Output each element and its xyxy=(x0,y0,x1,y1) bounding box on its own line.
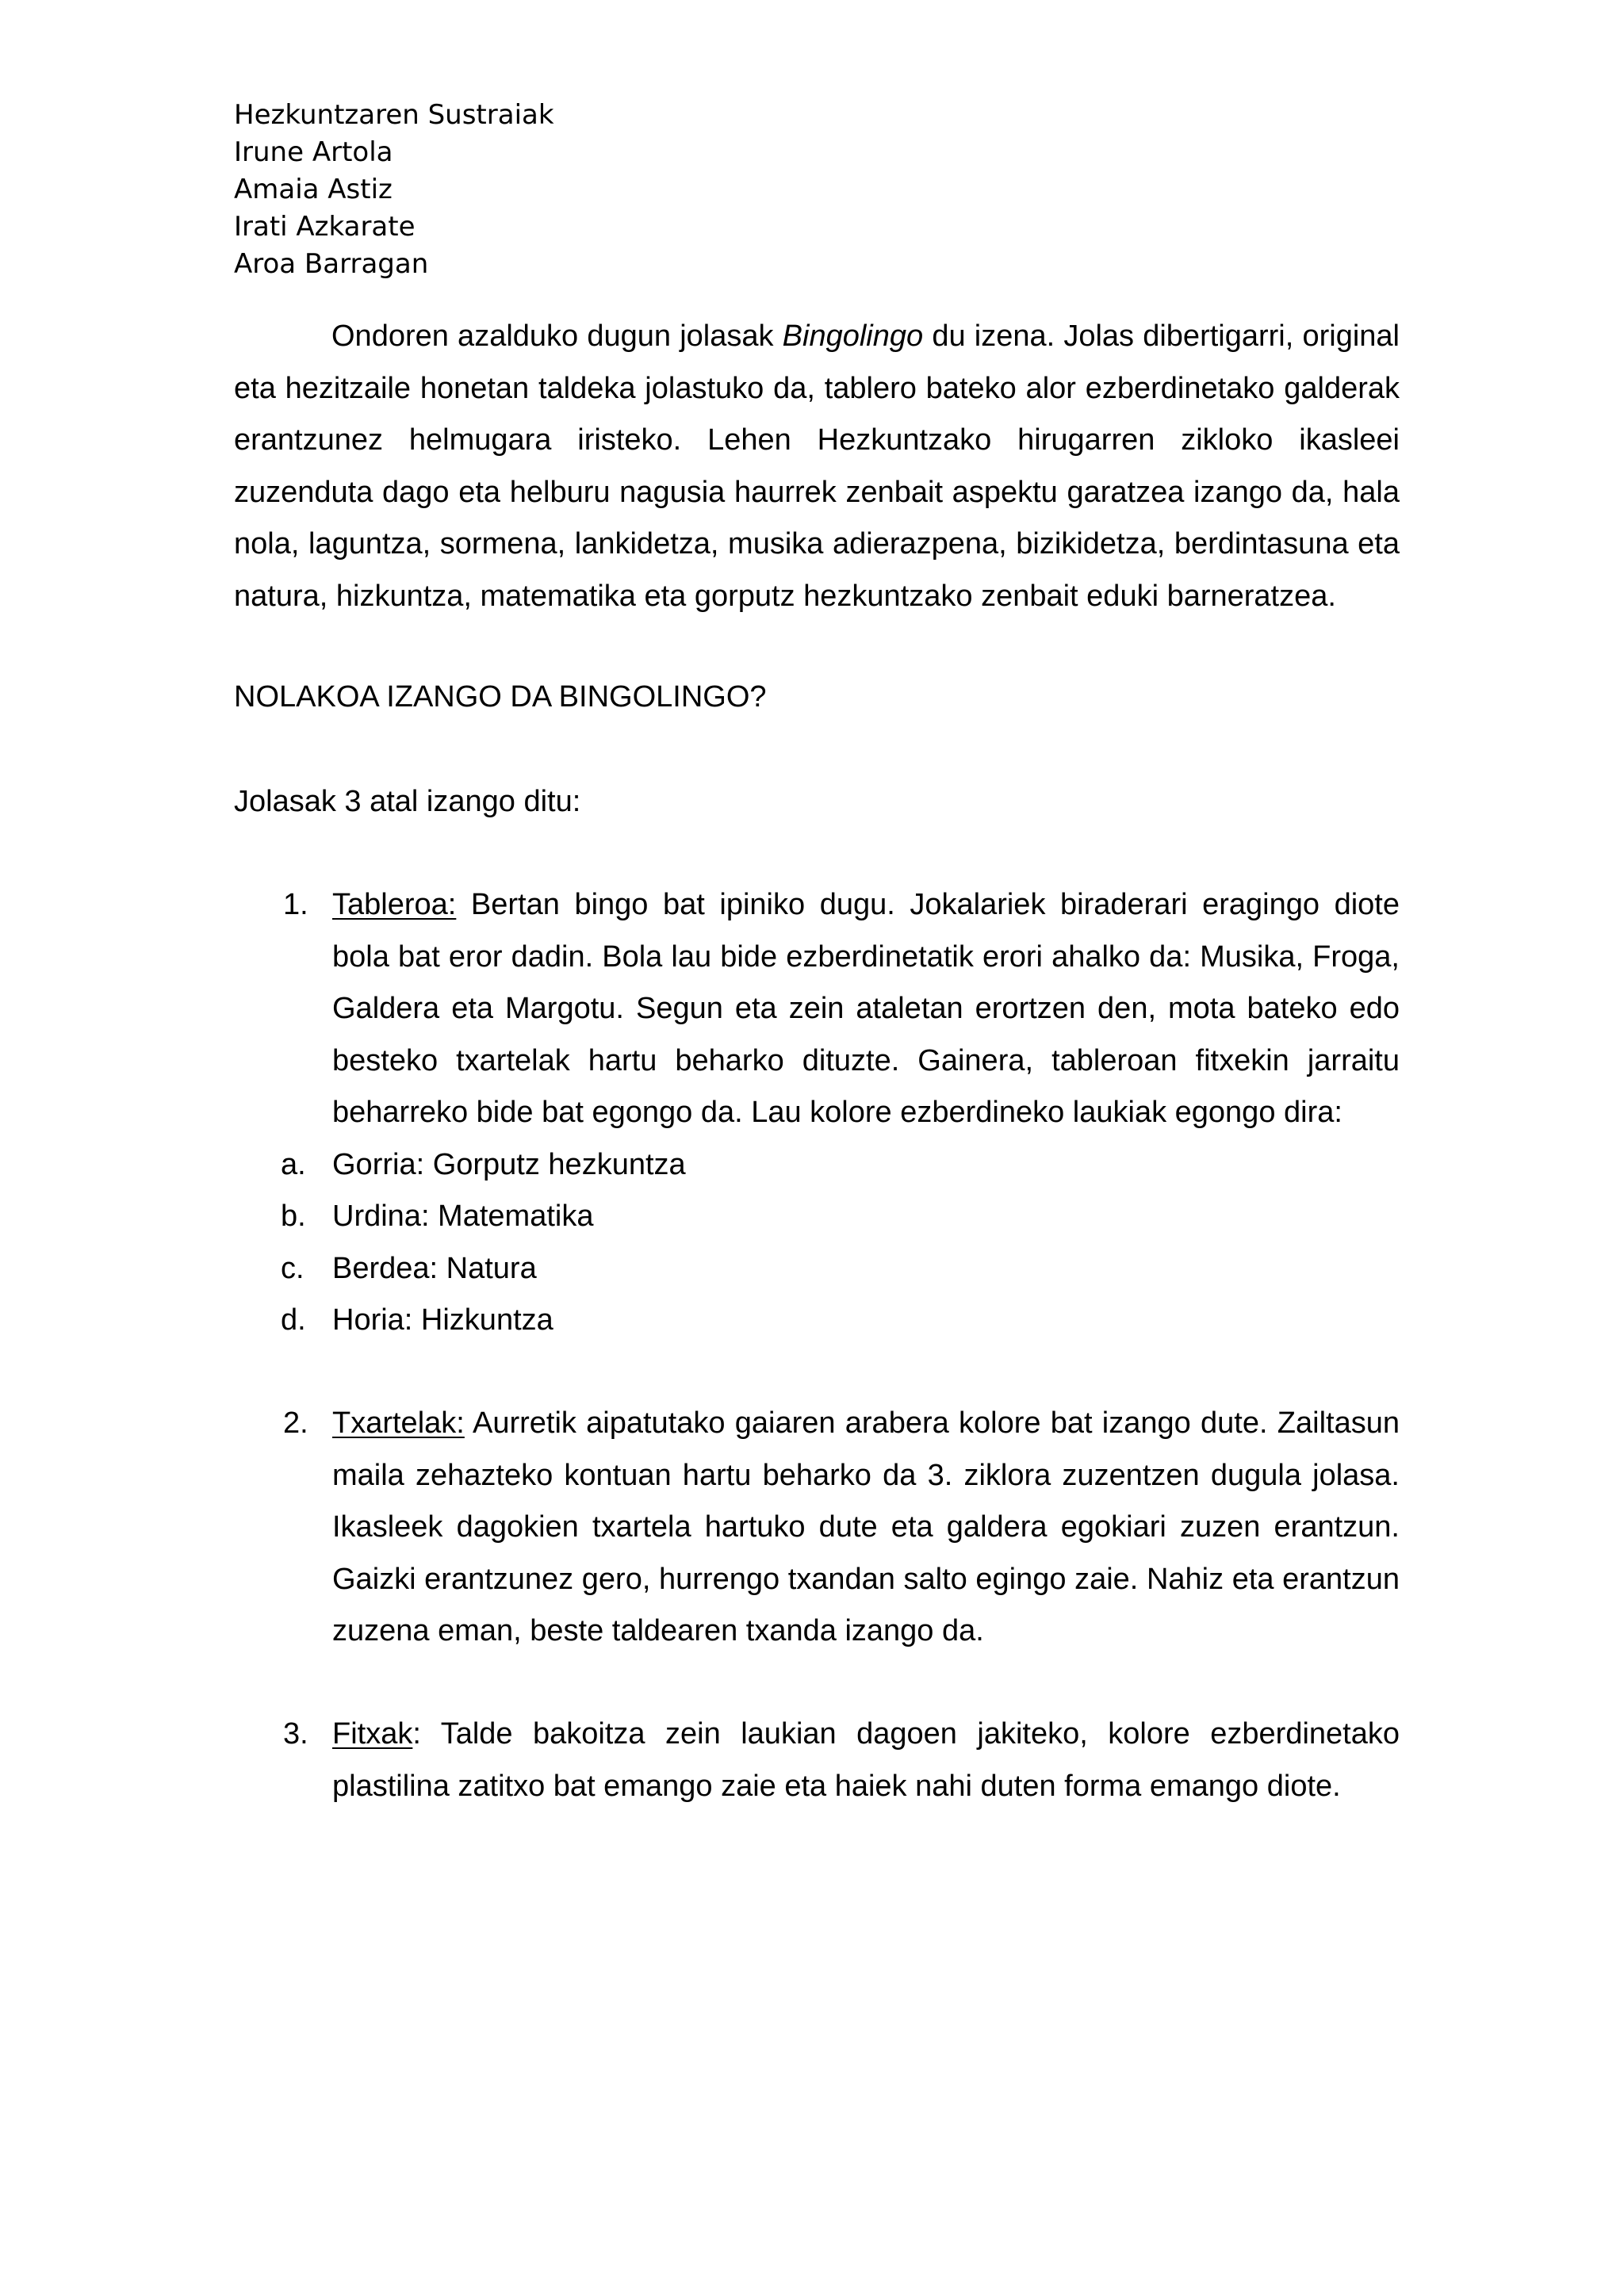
sublist-text: Urdina: Matematika xyxy=(332,1200,594,1233)
sublist-item xyxy=(234,1191,1400,1243)
sublist-item xyxy=(234,1139,1400,1192)
list-item-txartelak xyxy=(234,1398,1400,1658)
list-intro: Jolasak 3 atal izango ditu: xyxy=(234,785,581,818)
list-item-body xyxy=(332,879,1400,1139)
list-item-body xyxy=(332,1398,1400,1658)
sublist-item xyxy=(234,1295,1400,1347)
item-text: : Talde bakoitza zein laukian dagoen jakiteko, kolore ezberdinetako plastilina zatitxo bat emango zaie eta haiek nahi duten forma emango diote. xyxy=(332,1717,1400,1803)
sublist-item xyxy=(234,1243,1400,1295)
list-item-fitxak xyxy=(234,1709,1400,1812)
author-name: Irune Artola xyxy=(234,136,393,168)
sublist-letter: a. xyxy=(281,1147,306,1181)
list-item-body xyxy=(332,1709,1400,1812)
sublist-text: Horia: Hizkuntza xyxy=(332,1303,553,1337)
sublist-letter: d. xyxy=(281,1303,306,1337)
intro-paragraph xyxy=(234,311,1400,622)
list-number: 3. xyxy=(283,1717,308,1751)
item-title: Txartelak: xyxy=(332,1406,465,1440)
author-name: Amaia Astiz xyxy=(234,174,393,205)
section-heading: NOLAKOA IZANGO DA BINGOLINGO? xyxy=(234,680,767,714)
color-sublist xyxy=(234,1139,1400,1347)
list-number: 2. xyxy=(283,1406,308,1440)
list-item-tableroa xyxy=(234,879,1400,1347)
list-number: 1. xyxy=(283,888,308,921)
intro-text-start: Ondoren azalduko dugun jolasak xyxy=(331,320,783,353)
item-title: Tableroa: xyxy=(332,888,457,921)
sublist-letter: c. xyxy=(281,1251,304,1285)
intro-section xyxy=(234,311,1400,622)
item-title: Fitxak xyxy=(332,1717,413,1751)
game-name: Bingolingo xyxy=(782,320,924,353)
sublist-text: Berdea: Natura xyxy=(332,1251,537,1285)
item-text: Bertan bingo bat ipiniko dugu. Jokalariek biraderari eragingo diote bola bat eror dadin. Bola lau bide ezberdinetatik erori ahalko da: Musika, Froga, Galdera eta Margotu. Segun eta zein ataletan erortzen den, mota bateko edo besteko txartelak hartu beharko dituzte. Gainera, tableroan fitxekin jarraitu beharreko bide bat egongo da. Lau kolore ezberdineko laukiak egongo dira: xyxy=(332,888,1400,1129)
course-name: Hezkuntzaren Sustraiak xyxy=(234,99,554,131)
intro-text-rest: du izena. Jolas dibertigarri, original eta hezitzaile honetan taldeka jolastuko da, tablero bateko alor ezberdinetako galderak erantzunez helmugara iristeko. Lehen Hezkuntzako hirugarren zikloko ikasleei zuzenduta dago eta helburu nagusia haurrek zenbait aspektu garatzea izango da, hala nola, laguntza, sormena, lankidetza, musika adierazpena, bizikidetza, berdintasuna eta natura, hizkuntza, matematika eta gorputz hezkuntzako zenbait eduki barneratzea. xyxy=(234,320,1400,613)
author-name: Irati Azkarate xyxy=(234,211,416,243)
sublist-letter: b. xyxy=(281,1200,306,1233)
author-name: Aroa Barragan xyxy=(234,248,429,280)
item-text: Aurretik aipatutako gaiaren arabera kolore bat izango dute. Zailtasun maila zehazteko kontuan hartu beharko da 3. ziklora zuzentzen dugula jolasa. Ikasleek dagokien txartela hartuko dute eta galdera egokiari zuzen erantzun. Gaizki erantzunez gero, hurrengo txandan salto egingo zaie. Nahiz eta erantzun zuzena eman, beste taldearen txanda izango da. xyxy=(332,1406,1400,1647)
sublist-text: Gorria: Gorputz hezkuntza xyxy=(332,1147,686,1181)
author-block xyxy=(234,97,554,283)
